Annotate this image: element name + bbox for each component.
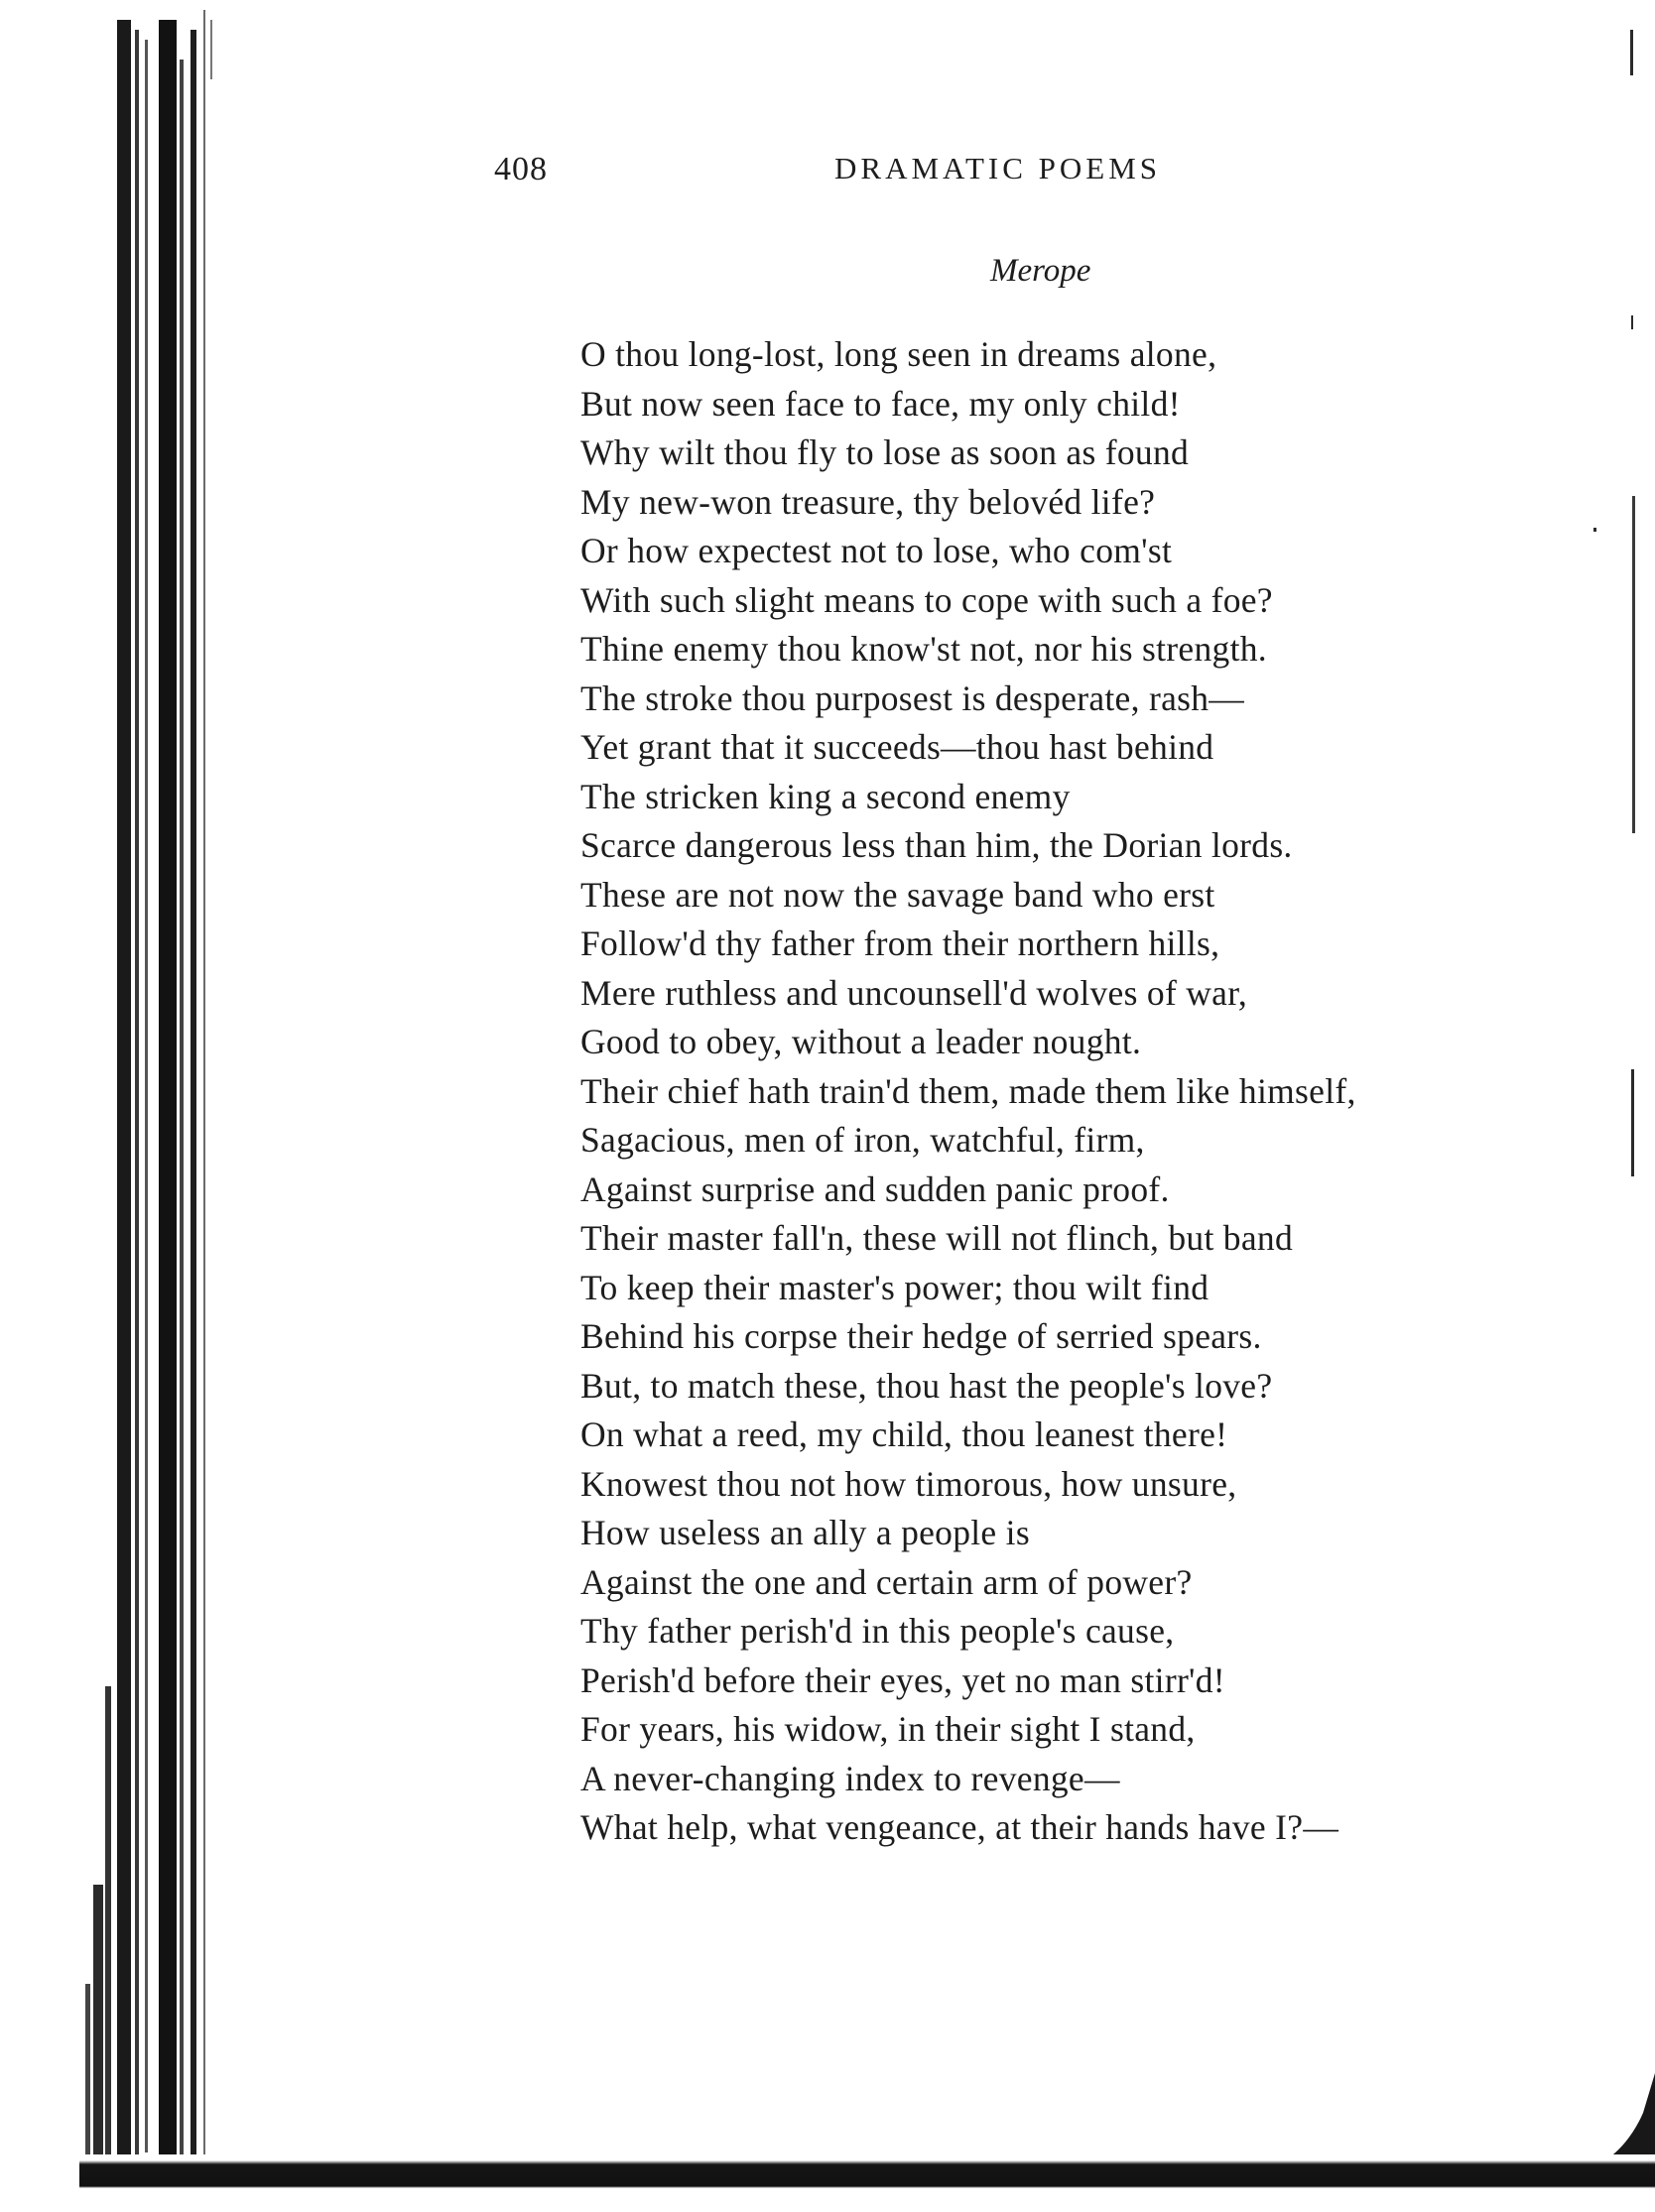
book-gutter-shadow [0,0,228,2212]
verse-line: Against the one and certain arm of power? [580,1561,1193,1602]
verse-line: Their chief hath train'd them, made them like himself, [580,1070,1356,1111]
verse-line: Good to obey, without a leader nought. [580,1022,1142,1061]
verse-line: With such slight means to cope with such a foe? [580,579,1273,620]
scan-edge-mark [1593,528,1596,532]
verse-line: A never-changing index to revenge— [580,1758,1120,1798]
verse-line: Or how expectest not to lose, who com'st [580,531,1173,570]
verse-line: But now seen face to face, my only child! [580,383,1181,424]
verse-line: How useless an ally a people is [580,1513,1030,1552]
verse-line: The stroke thou purposest is desperate, rash— [580,677,1245,718]
scan-edge-mark [1631,315,1633,329]
scan-edge-mark [1631,1069,1634,1176]
running-title: DRAMATIC POEMS [834,151,1162,185]
verse-line: But, to match these, thou hast the people's love? [580,1365,1273,1406]
verse-line: Knowest thou not how timorous, how unsure, [580,1463,1237,1504]
verse-line: Their master fall'n, these will not flinch, but band [580,1218,1294,1258]
verse-line: The stricken king a second enemy [580,776,1071,816]
verse-line: To keep their master's power; thou wilt find [580,1267,1209,1307]
verse-line: Mere ruthless and uncounsell'd wolves of war, [580,972,1248,1013]
verse-line: Thy father perish'd in this people's cause, [580,1611,1175,1651]
verse-line: Against surprise and sudden panic proof. [580,1168,1170,1209]
verse-line: On what a reed, my child, thou leanest there! [580,1414,1228,1454]
verse-line: Behind his corpse their hedge of serried spears. [580,1316,1262,1356]
verse-line: Thine enemy thou know'st not, nor his strength. [580,629,1267,669]
verse-line: O thou long-lost, long seen in dreams alone, [580,334,1217,374]
verse-line: These are not now the savage band who erst [580,874,1215,915]
verse-line: Sagacious, men of iron, watchful, firm, [580,1120,1145,1160]
verse-line: Follow'd thy father from their northern hills, [580,923,1220,963]
verse-line: What help, what vengeance, at their hands have I?— [580,1807,1339,1847]
page-bottom-edge [79,2154,1655,2212]
page-number: 408 [494,151,548,187]
verse-line: Perish'd before their eyes, yet no man stirr'd! [580,1659,1225,1700]
scan-edge-mark [1630,30,1633,75]
verse-block [580,330,1356,1853]
scan-edge-mark [1632,496,1635,833]
verse-line: Yet grant that it succeeds—thou hast behind [580,727,1214,767]
verse-line: My new-won treasure, thy belovéd life? [580,481,1156,522]
verse-line: Why wilt thou fly to lose as soon as found [580,432,1190,472]
verse-line: Scarce dangerous less than him, the Dorian lords. [580,825,1293,865]
verse-line: For years, his widow, in their sight I stand, [580,1709,1196,1749]
speaker-name: Merope [990,253,1091,289]
